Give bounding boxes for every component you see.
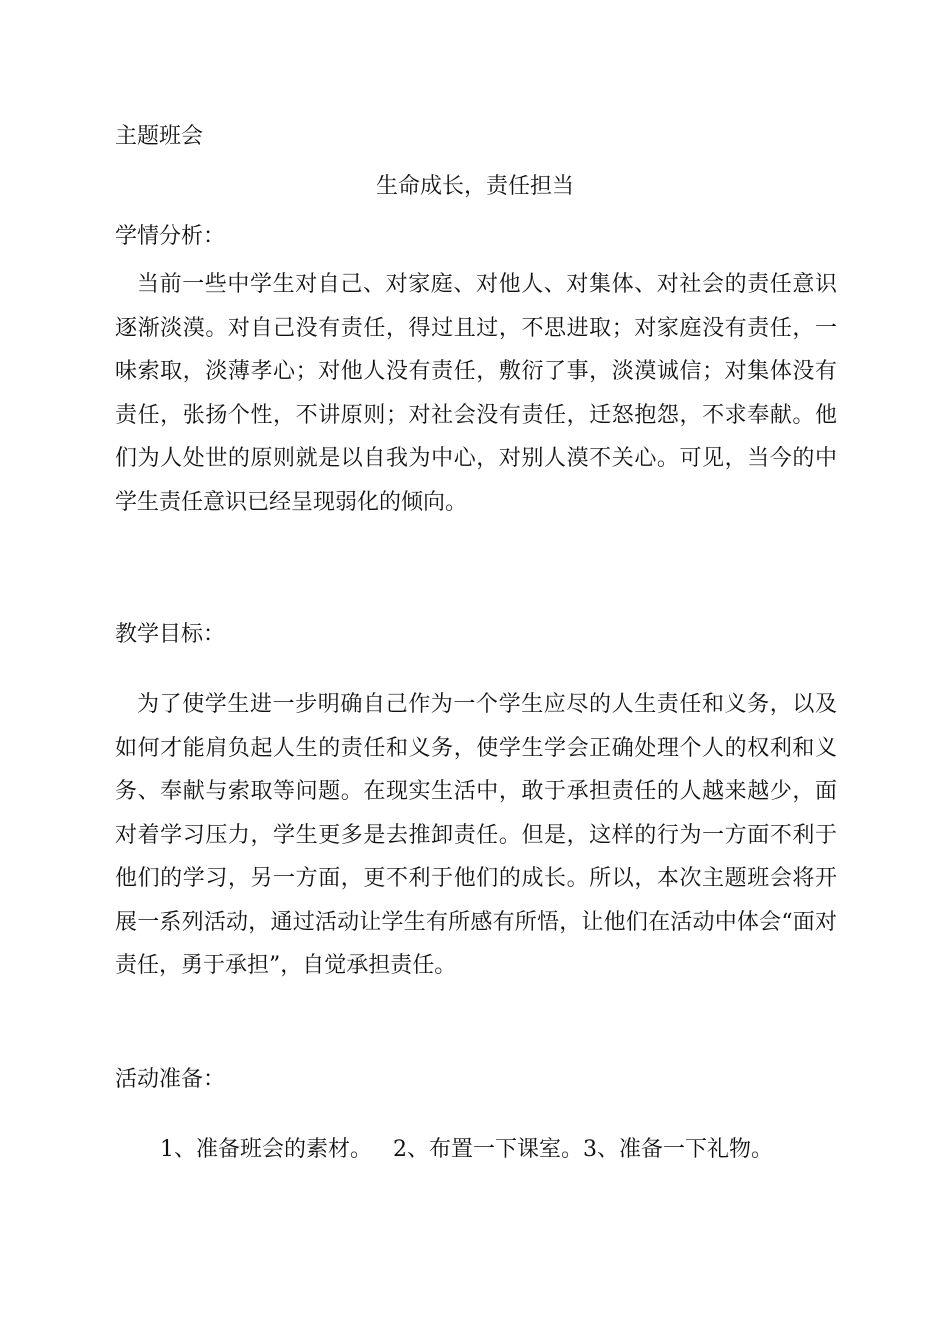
document-title: 生命成长，责任担当 (375, 174, 574, 199)
section-heading-goals: 教学目标： (115, 622, 226, 647)
analysis-paragraph: 当前一些中学生对自己、对家庭、对他人、对集体、对社会的责任意识逐渐淡漠。对自己没有责任，得过且过，不思进取；对家庭没有责任，一味索取，淡薄孝心；对他人没有责任，敷衍了事，淡漠诚信；对集体没有责任，张扬个性，不讲原则；对社会没有责任，迁怒抱怨，不求奉献。他们为人处世的原则就是以自我为中心，对别人漠不关心。可见，当今的中学生责任意识已经呈现弱化的倾向。 (115, 272, 837, 515)
goals-paragraph: 为了使学生进一步明确自己作为一个学生应尽的人生责任和义务，以及如何才能肩负起人生的责任和义务，使学生学会正确处理个人的权利和义务、奉献与索取等问题。在现实生活中，敢于承担责任的人越来越少，面对着学习压力，学生更多是去推卸责任。但是，这样的行为一方面不利于他们的学习，另一方面，更不利于他们的成长。所以，本次主题班会将开展一系列活动，通过活动让学生有所感有所悟，让他们在活动中体会“面对责任，勇于承担”，自觉承担责任。 (115, 692, 837, 978)
preparation-list: 1、准备班会的素材。 2、布置一下课室。3、准备一下礼物。 (160, 1137, 773, 1162)
section-heading-preparation: 活动准备： (115, 1067, 226, 1092)
header-label: 主题班会 (115, 124, 204, 149)
section-heading-analysis: 学情分析： (115, 224, 226, 249)
